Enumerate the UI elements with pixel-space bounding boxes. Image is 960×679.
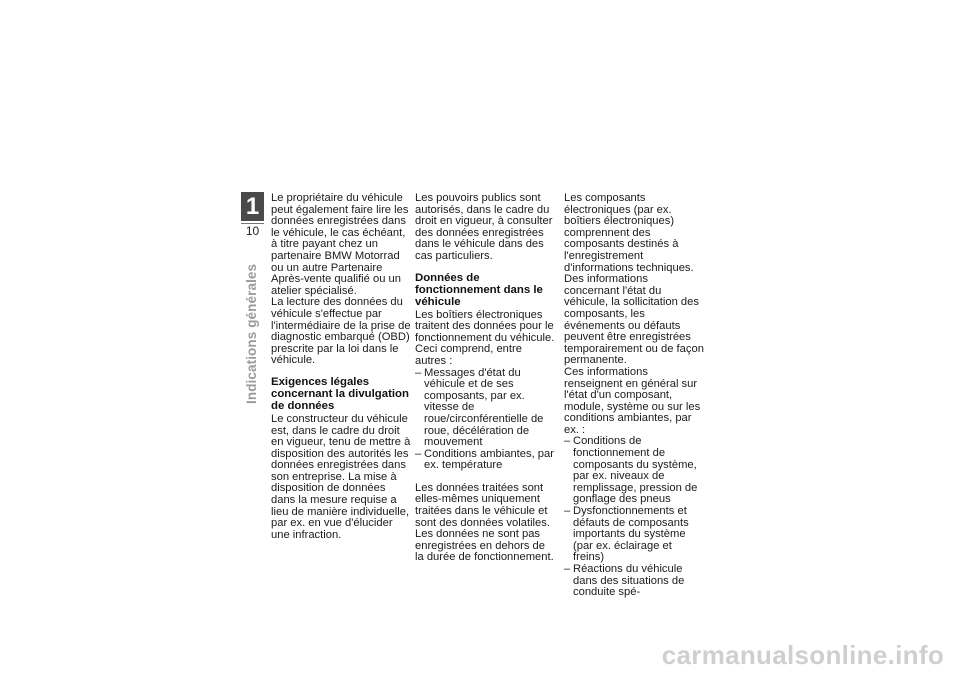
- paragraph: Les boîtiers électroniques traitent des données pour le fonctionnement du véhicule.: [415, 308, 555, 344]
- list-item: – Conditions de fonctionnement de composants du système, par ex. niveaux de remplissage, pression de gonflage des pneus: [564, 436, 704, 506]
- paragraph: Ces informations renseignent en général sur l'état d'un composant, module, système ou sur les conditions ambiantes, par ex. :: [564, 365, 701, 436]
- text-column-2: [415, 193, 555, 564]
- list-item: – Conditions ambiantes, par ex. température: [415, 449, 555, 472]
- bullet-list: [415, 368, 555, 472]
- section-heading: Données de fonctionnement dans le véhicule: [415, 271, 543, 308]
- site-watermark: carmanualsonline.info: [661, 640, 944, 670]
- bullet-list: [564, 436, 704, 598]
- paragraph: La lecture des données du véhicule s'effectue par l'intermédiaire de la prise de diagnostic embarqué (OBD) prescrite par la loi dans le véhicule.: [271, 296, 411, 367]
- text-column-1: [271, 193, 411, 541]
- list-item: – Dysfonctionnements et défauts de composants importants du système (par ex. éclairage et freins): [564, 506, 704, 564]
- paragraph: Le constructeur du véhicule est, dans le cadre du droit en vigueur, tenu de mettre à disposition des autorités les données enregistrées dans son entreprise. La mise à disposition de données dans la mesure requise a lieu de manière individuelle, par ex. en vue d'élucider une infraction.: [271, 412, 411, 541]
- list-item: – Messages d'état du véhicule et de ses composants, par ex. vitesse de roue/circonférentielle de roue, décélération de mouvement: [415, 368, 555, 449]
- text-column-3: [564, 193, 704, 599]
- list-item: – Réactions du véhicule dans des situations de conduite spé-: [564, 564, 704, 599]
- paragraph: Les composants électroniques (par ex. boîtiers électroniques) comprennent des composants destinés à l'enregistrement d'informations techniques. Des informations concernant l'état du véhicule, la sollicitation des composants, les événements ou défauts peuvent être enregistrées temporairement ou de façon permanente.: [564, 192, 704, 367]
- paragraph: Le propriétaire du véhicule peut également faire lire les données enregistrées dans le véhicule, le cas échéant, à titre payant chez un partenaire BMW Motorrad ou un autre Partenaire Après-vente qualifié ou un atelier spécialisé.: [271, 192, 409, 297]
- chapter-number-tab: 1: [241, 192, 264, 221]
- paragraph: Les pouvoirs publics sont autorisés, dans le cadre du droit en vigueur, à consulter des données enregistrées dans le véhicule dans des cas particuliers.: [415, 192, 553, 262]
- paragraph: Ceci comprend, entre autres :: [415, 343, 522, 367]
- section-title-vertical: Indications générales: [244, 263, 259, 404]
- section-heading: Exigences légales concernant la divulgation de données: [271, 375, 409, 412]
- paragraph: Les données traitées sont elles-mêmes uniquement traitées dans le véhicule et sont des données volatiles. Les données ne sont pas enregistrées en dehors de la durée de fonctionnement.: [415, 481, 554, 564]
- page-number: 10: [245, 224, 260, 238]
